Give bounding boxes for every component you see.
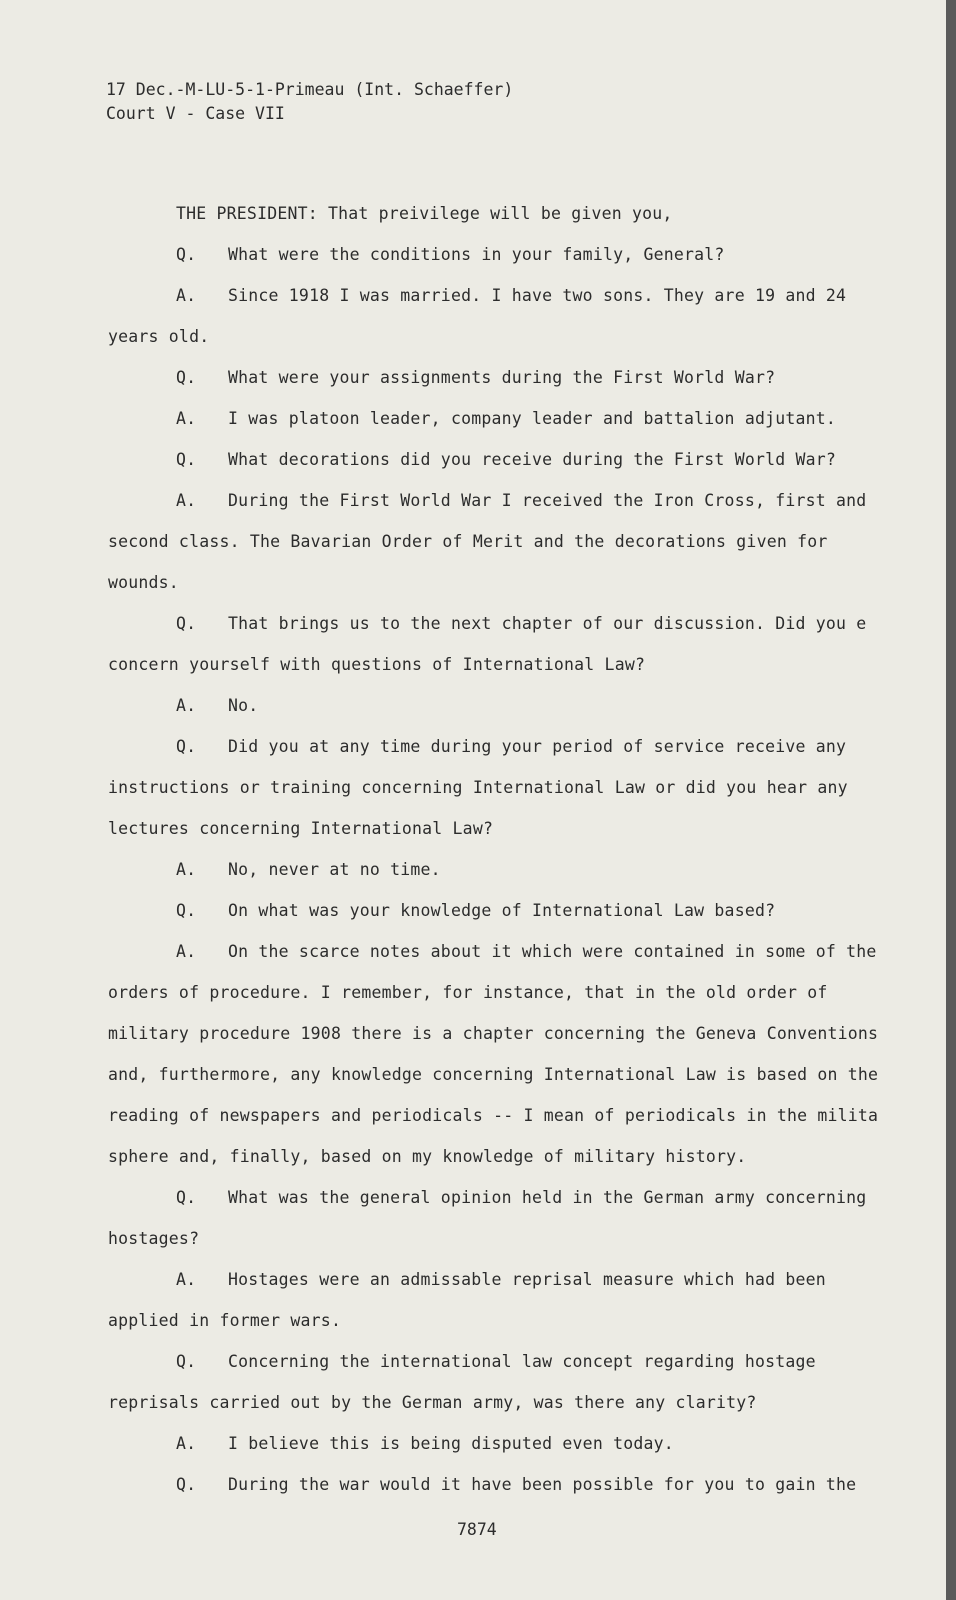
transcript-text: wounds. [108,573,179,592]
speaker-marker: Q. [176,245,197,264]
speaker-marker: Q. [176,368,197,387]
transcript-line [108,573,179,592]
speaker-marker: Q. [176,1475,197,1494]
transcript-text: During the First World War I received the Iron Cross, first and [228,491,867,510]
transcript-text: Since 1918 I was married. I have two sons. They are 19 and 24 [228,286,847,305]
transcript-text: During the war would it have been possible for you to gain the [228,1475,857,1494]
transcript-line [108,819,493,838]
transcript-line [108,1024,878,1043]
transcript-text: orders of procedure. I remember, for instance, that in the old order of [108,983,828,1002]
transcript-text: No, never at no time. [228,860,441,879]
page-edge [946,0,956,1600]
transcript-line [108,1147,746,1166]
transcript-line [108,532,828,551]
transcript-text: On what was your knowledge of International Law based? [228,901,776,920]
transcript-text: military procedure 1908 there is a chapter concerning the Geneva Conventions [108,1024,879,1043]
transcript-text: No. [228,696,259,715]
speaker-marker: A. [176,491,197,510]
transcript-line [176,737,846,756]
transcript-text: What were your assignments during the First World War? [228,368,776,387]
transcript-text: On the scarce notes about it which were contained in some of the [228,942,877,961]
transcript-text: Hostages were an admissable reprisal measure which had been [228,1270,826,1289]
transcript-text: sphere and, finally, based on my knowledge of military history. [108,1147,747,1166]
transcript-line [108,983,828,1002]
transcript-text: I believe this is being disputed even today. [228,1434,674,1453]
transcript-line [108,1065,878,1084]
transcript-text: concern yourself with questions of International Law? [108,655,646,674]
transcript-text: reprisals carried out by the German army, was there any clarity? [108,1393,757,1412]
speaker-marker: A. [176,286,197,305]
transcript-text: What was the general opinion held in the German army concerning [228,1188,867,1207]
transcript-line [176,450,836,469]
speaker-marker: Q. [176,737,197,756]
transcript-line [176,860,441,879]
transcript-line [176,614,866,633]
transcript-line [108,778,848,797]
transcript-line [176,491,866,510]
document-header [106,78,513,126]
speaker-marker: Q. [176,614,197,633]
transcript-line [176,204,673,223]
speaker-marker: A. [176,1434,197,1453]
transcript-text: I was platoon leader, company leader and battalion adjutant. [228,409,837,428]
transcript-line [108,327,209,346]
transcript-text: hostages? [108,1229,200,1248]
transcript-text: Concerning the international law concept regarding hostage [228,1352,816,1371]
speaker-marker: Q. [176,1352,197,1371]
transcript-line [108,1106,878,1125]
transcript-line [176,1475,856,1494]
page-number: 7874 [457,1520,497,1539]
header-court-case: Court V - Case VII [106,104,285,123]
transcript-line [176,409,836,428]
transcript-line [108,1393,757,1412]
transcript-line [176,245,725,264]
transcript-line [176,1434,674,1453]
header-reference: 17 Dec.-M-LU-5-1-Primeau (Int. Schaeffer) [106,80,514,99]
transcript-line [176,901,775,920]
transcript-text: applied in former wars. [108,1311,342,1330]
transcript-text: Did you at any time during your period of service receive any [228,737,847,756]
speaker-marker: A. [176,696,197,715]
transcript-line [176,368,775,387]
transcript-line [176,1188,866,1207]
speaker-marker: A. [176,1270,197,1289]
speaker-marker: A. [176,860,197,879]
transcript-line [108,1229,199,1248]
speaker-marker: Q. [176,901,197,920]
transcript-text: instructions or training concerning International Law or did you hear any [108,778,848,797]
transcript-text: What were the conditions in your family, General? [228,245,725,264]
speaker-marker: A. [176,942,197,961]
speaker-marker: Q. [176,1188,197,1207]
speaker-marker: Q. [176,450,197,469]
transcript-line [108,1311,341,1330]
transcript-line [176,942,877,961]
transcript-line [176,286,846,305]
transcript-text: lectures concerning International Law? [108,819,494,838]
transcript-line [108,655,645,674]
transcript-text: What decorations did you receive during the First World War? [228,450,837,469]
transcript-text: second class. The Bavarian Order of Merit and the decorations given for [108,532,828,551]
transcript-line [176,1270,826,1289]
speaker-marker: A. [176,409,197,428]
transcript-text: and, furthermore, any knowledge concerning International Law is based on the [108,1065,879,1084]
transcript-line [176,696,258,715]
transcript-line [176,1352,816,1371]
transcript-text: reading of newspapers and periodicals -- I mean of periodicals in the milita [108,1106,879,1125]
transcript-text: years old. [108,327,210,346]
transcript-text: That brings us to the next chapter of our discussion. Did you e [228,614,867,633]
transcript-text: THE PRESIDENT: That preivilege will be given you, [176,204,673,223]
